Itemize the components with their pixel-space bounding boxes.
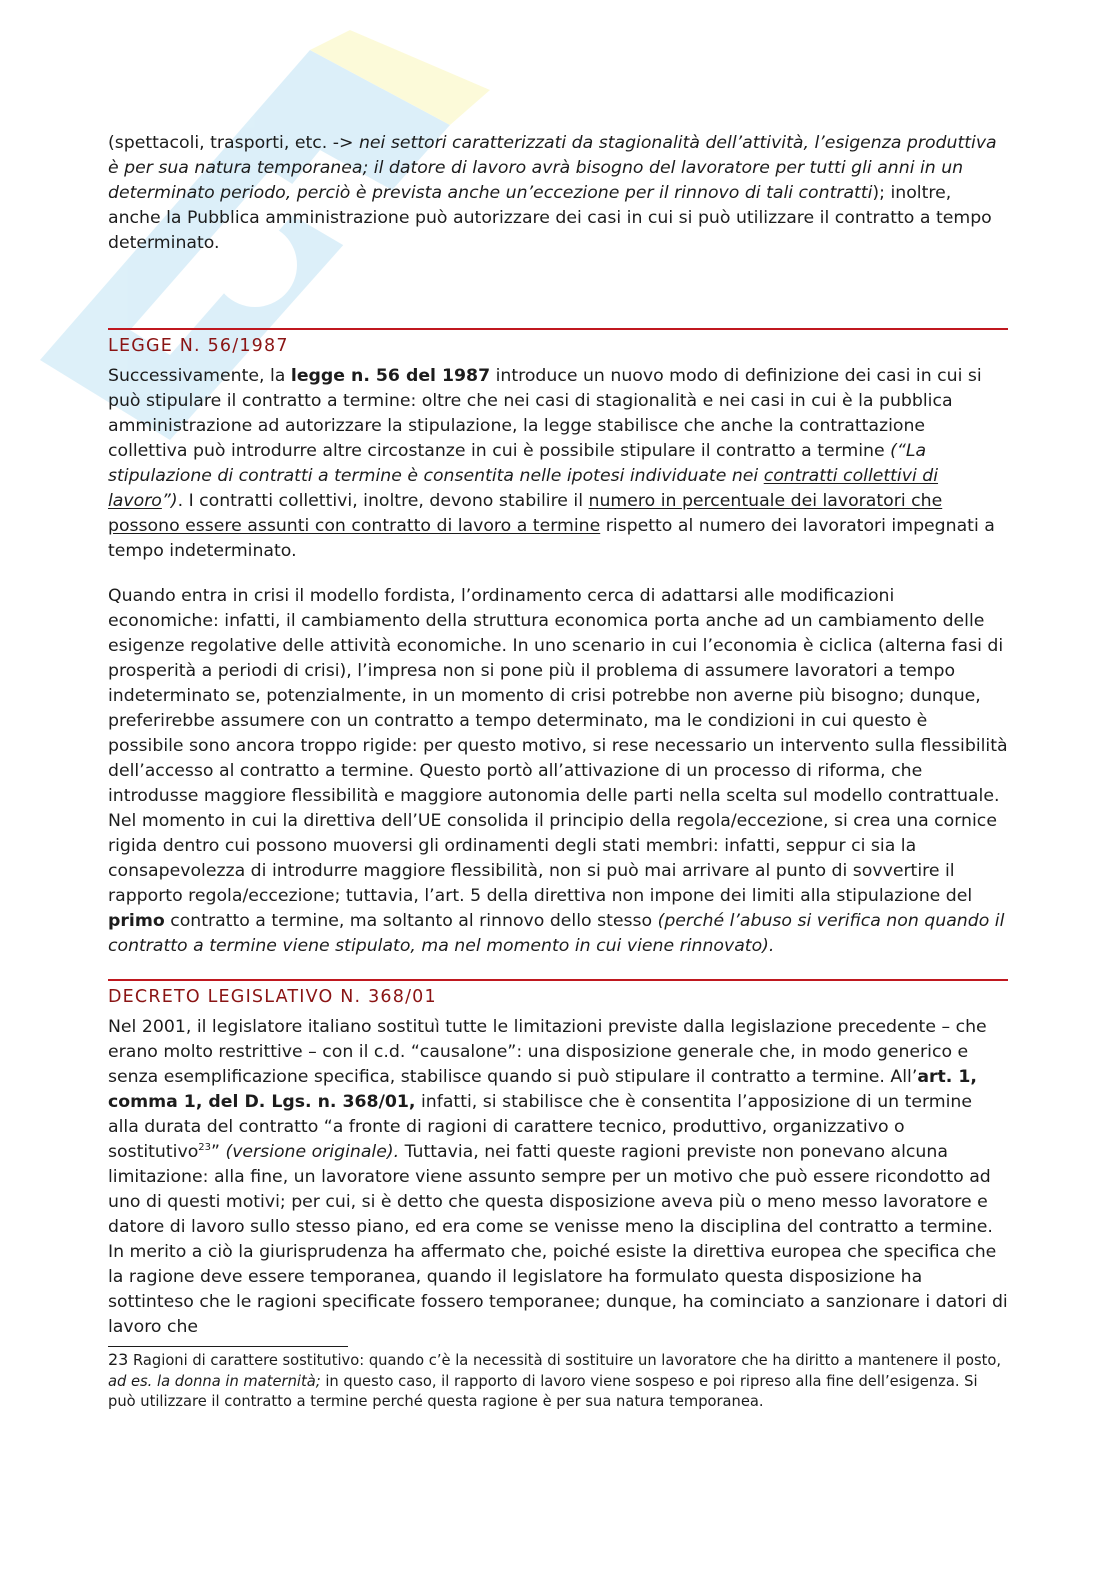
- bold-run: art. 1, comma 1, del D. Lgs. n. 368/01,: [108, 1067, 977, 1112]
- italic-run: (perché l’abuso si verifica non quando il contratto a termine viene stipulato, ma nel momento in cui viene rinnovato).: [108, 911, 1005, 956]
- text-run: ); inoltre, anche la Pubblica amministrazione può autorizzare dei casi in cui si può utilizzare il contratto a tempo determinato.: [108, 183, 992, 253]
- text-run: ”: [211, 1142, 226, 1162]
- paragraph: [108, 584, 1008, 959]
- footnote-number: 23: [108, 1350, 129, 1369]
- italic-run: (“La stipulazione di contratti a termine è consentita nelle ipotesi individuate nei: [108, 441, 927, 486]
- footnote-reference[interactable]: 23: [198, 1142, 211, 1153]
- text-run: rispetto al numero dei lavoratori impegnati a tempo indeterminato.: [108, 516, 995, 561]
- footnote-divider: [108, 1346, 348, 1347]
- italic-run: (versione originale).: [225, 1142, 400, 1162]
- section-heading: DECRETO LEGISLATIVO N. 368/01: [108, 987, 437, 1007]
- bold-run: legge n. 56 del 1987: [290, 366, 491, 386]
- italic-run: ”): [161, 491, 178, 511]
- text-run: Tuttavia, nei fatti queste ragioni previste non ponevano alcuna limitazione: alla fine, un lavoratore viene assunto sempre per un motivo che può essere ricondotto ad uno di questi motivi; per cui, si è detto che questa disposizione aveva più o meno messo lavoratore e datore di lavoro sullo stesso piano, ed era come se venisse meno la disciplina del contratto a termine. In merito a ciò la giurisprudenza ha affermato che, poiché esiste la direttiva europea che specifica che la ragione deve essere temporanea, quando il legislatore ha formulato questa disposizione ha sottinteso che le ragioni specificate fossero temporanee; dunque, ha cominciato a sanzionare i datori di lavoro che: [108, 1142, 1008, 1337]
- underlined-run: numero in percentuale dei lavoratori che possono essere assunti con contratto di lavoro a termine: [108, 491, 943, 536]
- italic-run: ad es. la donna in maternità;: [108, 1372, 321, 1390]
- text-run: (spettacoli, trasporti, etc. ->: [108, 133, 359, 153]
- intro-paragraph: [108, 131, 1008, 256]
- section-legge-56-1987: [108, 328, 1008, 959]
- italic-run: nei settori caratterizzati da stagionalità dell’attività, l’esigenza produttiva è per sua natura temporanea; il datore di lavoro avrà bisogno del lavoratore per tutti gli anni in un determinato periodo, perciò è prevista anche un’eccezione per il rinnovo di tali contratti: [108, 133, 997, 203]
- text-run: infatti, si stabilisce che è consentita l’apposizione di un termine alla durata del contratto “a fronte di ragioni di carattere tecnico, produttivo, organizzativo o sostitutivo: [108, 1092, 973, 1162]
- text-run: . I contratti collettivi, inoltre, devono stabilire il: [177, 491, 589, 511]
- text-run: contratto a termine, ma soltanto al rinnovo dello stesso: [164, 911, 658, 931]
- footnote: [108, 1350, 1008, 1413]
- text-run: Quando entra in crisi il modello fordista, l’ordinamento cerca di adattarsi alle modificazioni economiche: infatti, il cambiamento della struttura economica porta anche ad un cambiamento delle esigenze regolative delle attività economiche. In uno scenario in cui l’economia è ciclica (alterna fasi di prosperità a periodi di crisi), l’impresa non si pone più il problema di assumere lavoratori a tempo indeterminato se, potenzialmente, in un momento di crisi potrebbe non averne più bisogno; dunque, preferirebbe assumere con un contratto a tempo determinato, ma le condizioni in cui questo è possibile sono ancora troppo rigide: per questo motivo, si rese necessario un intervento sulla flessibilità dell’accesso al contratto a termine. Questo portò all’attivazione di un processo di riforma, che introdusse maggiore flessibilità e maggiore autonomia delle parti nella scelta sul modello contrattuale. Nel momento in cui la direttiva dell’UE consolida il principio della regola/eccezione, si crea una cornice rigida dentro cui possono muoversi gli ordinamenti degli stati membri: infatti, seppur ci sia la consapevolezza di introdurre maggiore flessibilità, non si può mai arrivare al punto di sovvertire il rapporto regola/eccezione; tuttavia, l’art. 5 della direttiva non impone dei limiti alla stipulazione del: [108, 586, 1008, 906]
- bold-run: primo: [108, 911, 165, 931]
- text-run: Ragioni di carattere sostitutivo: quando c’è la necessità di sostituire un lavoratore che ha diritto a mantenere il posto,: [128, 1352, 1002, 1369]
- text-run: Nel 2001, il legislatore italiano sostituì tutte le limitazioni previste dalla legislazione precedente – che erano molto restrittive – con il c.d. “causalone”: una disposizione generale che, in modo generico e senza esemplificazione specifica, stabilisce quando si può stipulare il contratto a termine. All’: [108, 1017, 987, 1087]
- section-decreto-368-01: [108, 979, 1008, 1340]
- paragraph: [108, 1015, 1008, 1340]
- document-page: [108, 131, 1008, 1413]
- italic-underlined-run: contratti collettivi di lavoro: [108, 466, 939, 511]
- section-heading: LEGGE N. 56/1987: [108, 336, 289, 356]
- text-run: Successivamente, la: [108, 366, 291, 386]
- text-run: in questo caso, il rapporto di lavoro viene sospeso e poi ripreso alla fine dell’esigenza. Si può utilizzare il contratto a termine perché questa ragione è per sua natura temporanea.: [108, 1372, 978, 1410]
- paragraph: [108, 364, 1008, 564]
- text-run: introduce un nuovo modo di definizione dei casi in cui si può stipulare il contratto a termine: oltre che nei casi di stagionalità e nei casi in cui è la pubblica amministrazione ad autorizzare la stipulazione, la legge stabilisce che anche la contrattazione collettiva può introdurre altre circostanze in cui è possibile stipulare il contratto a termine: [108, 366, 982, 461]
